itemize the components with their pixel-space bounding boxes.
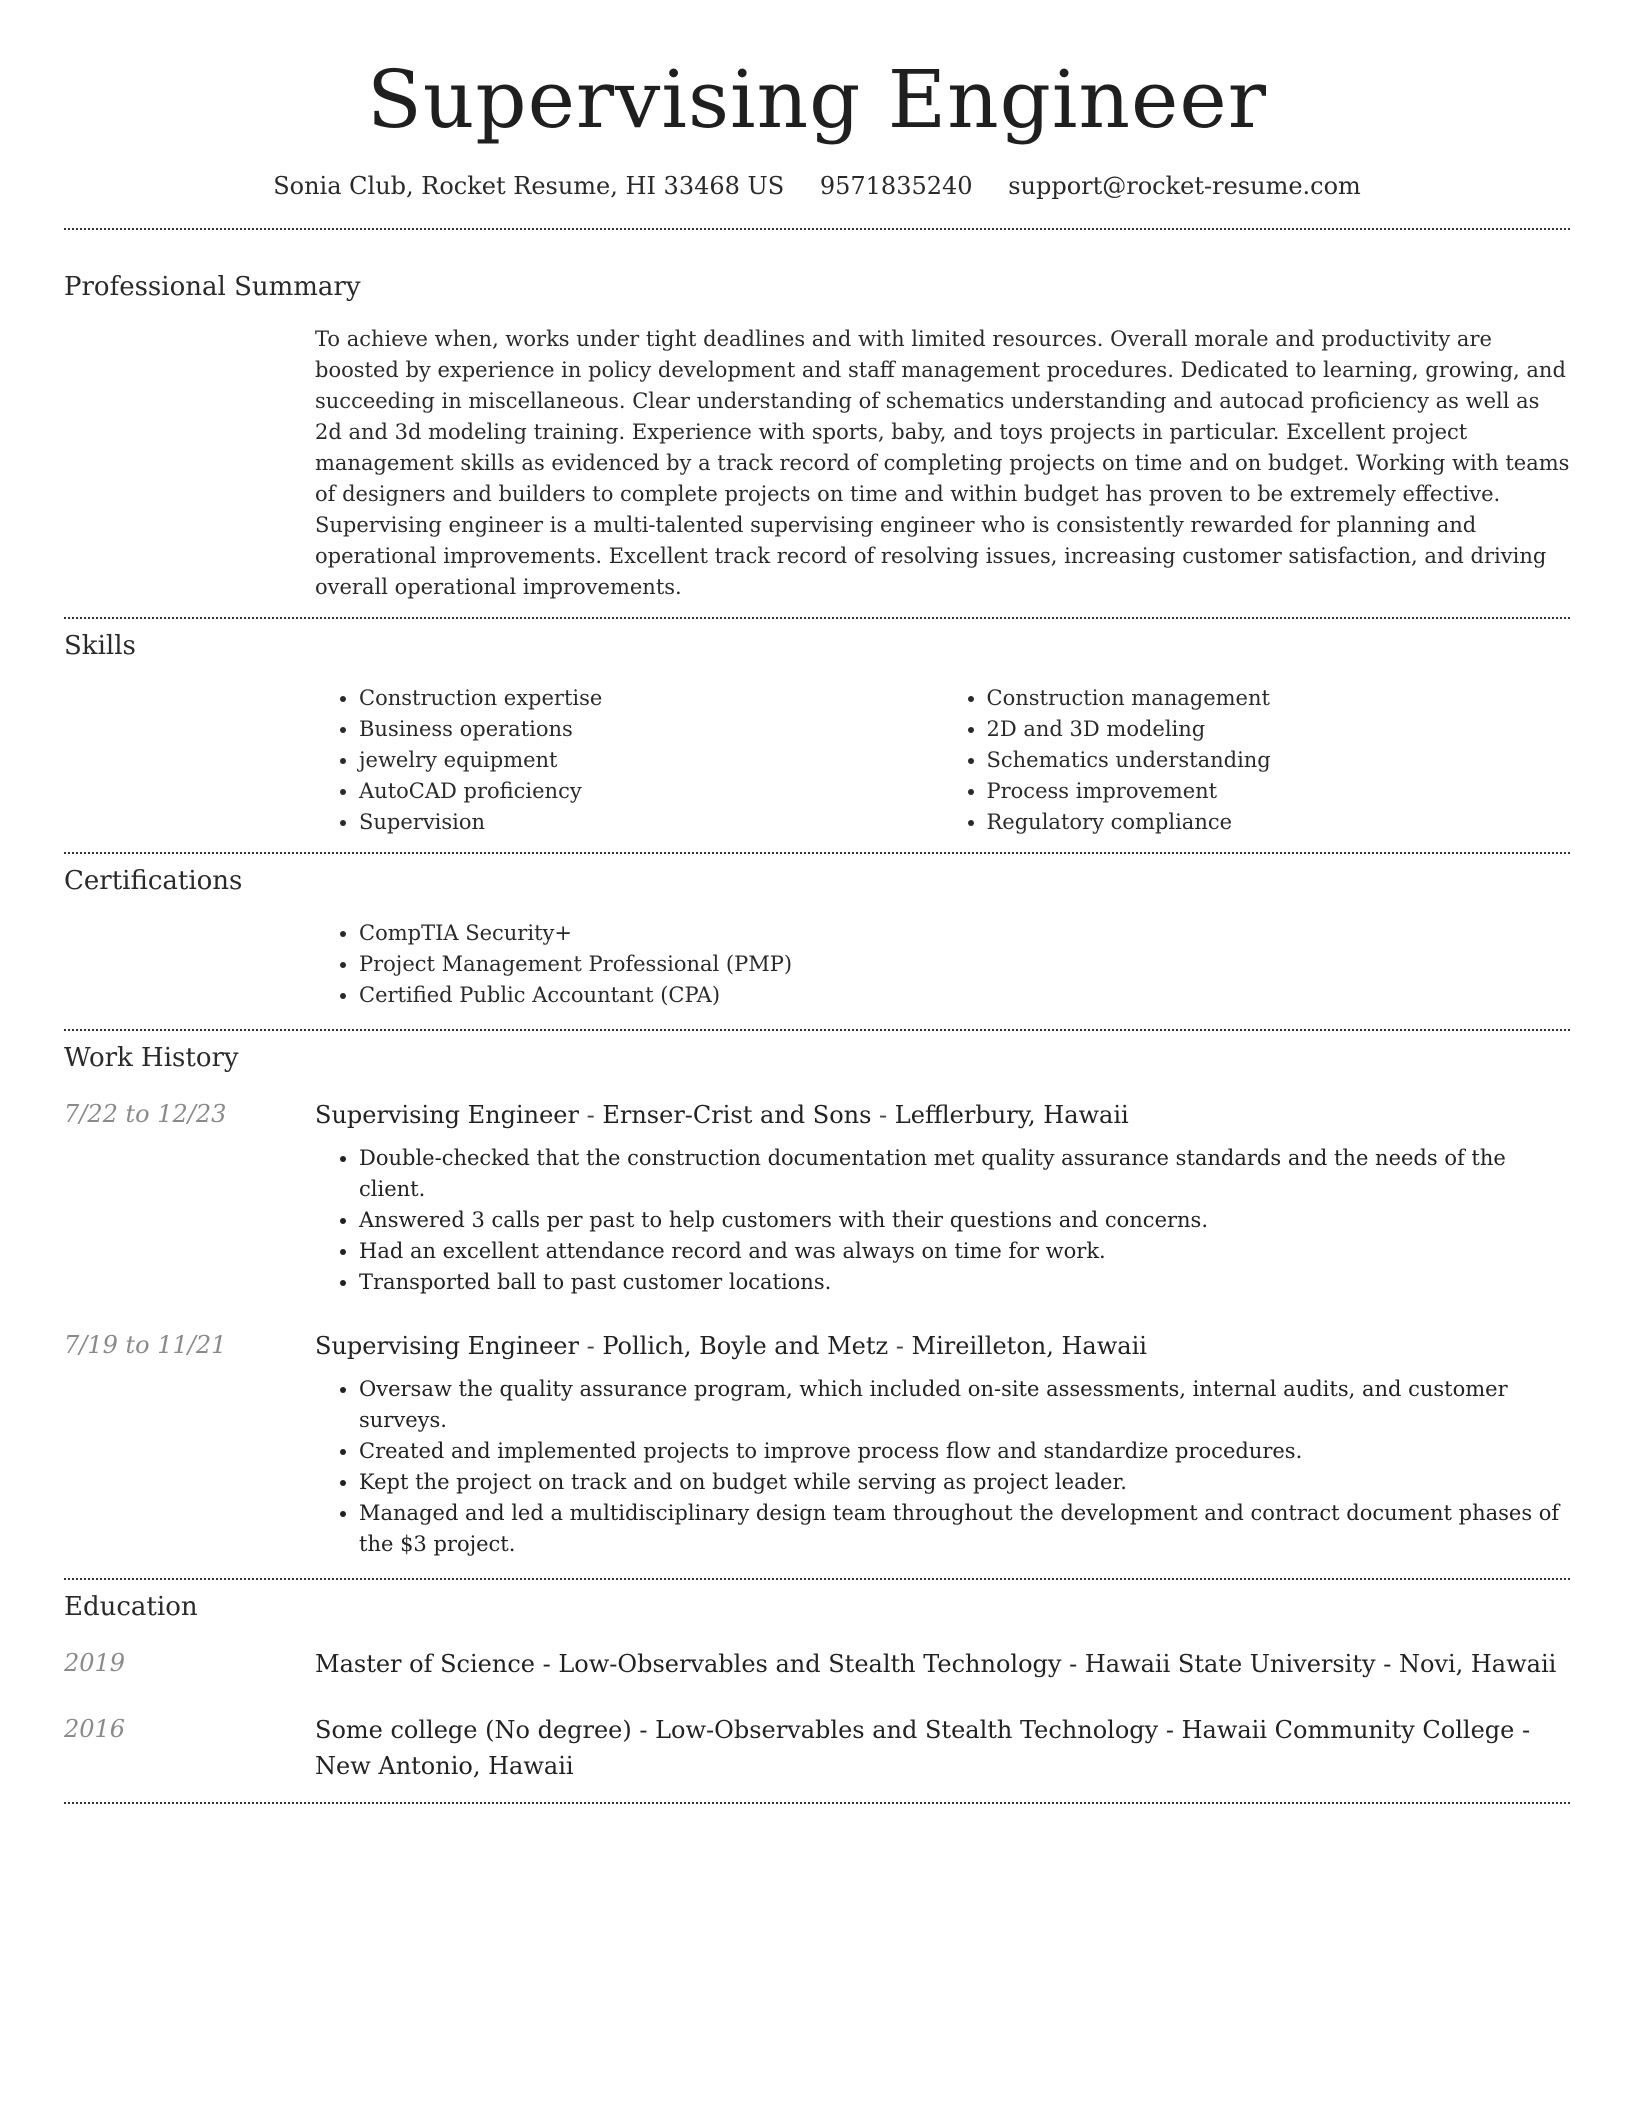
skill-item: • Schematics understanding (987, 745, 1571, 776)
skill-item: • Construction management (987, 683, 1571, 714)
job-location: Lefflerbury, Hawaii (894, 1101, 1129, 1129)
job-bullets (315, 1143, 1570, 1298)
separator: - (1514, 1716, 1531, 1744)
separator: - (631, 1716, 656, 1744)
education-year: 2016 (64, 1715, 126, 1743)
summary-heading: Professional Summary (64, 272, 361, 302)
separator: - (578, 1101, 603, 1129)
divider (64, 852, 1570, 854)
education-heading: Education (64, 1592, 198, 1622)
education-degree: Master of Science (315, 1650, 535, 1678)
job-dates: 7/19 to 11/21 (64, 1331, 227, 1359)
job-title (315, 1328, 1570, 1364)
contact-address: Sonia Club, Rocket Resume, HI 33468 US (273, 172, 785, 200)
skill-item: • Process improvement (987, 776, 1571, 807)
skill-item: • Supervision (359, 807, 943, 838)
skills-column-left (315, 683, 943, 838)
education-degree: Some college (No degree) (315, 1716, 632, 1744)
education-title (315, 1712, 1570, 1784)
divider (64, 1802, 1570, 1804)
certification-item: • Project Management Professional (PMP) (359, 949, 1570, 980)
separator: - (1158, 1716, 1182, 1744)
contact-line (64, 170, 1570, 202)
separator: - (871, 1101, 895, 1129)
divider (64, 617, 1570, 619)
job-bullet: • Transported ball to past customer locations. (359, 1267, 1570, 1298)
separator: - (1375, 1650, 1399, 1678)
divider (64, 228, 1570, 230)
certification-item: • Certified Public Accountant (CPA) (359, 980, 1570, 1011)
job-entry (64, 1097, 1570, 1298)
job-bullet: • Kept the project on track and on budget while serving as project leader. (359, 1467, 1570, 1498)
job-role: Supervising Engineer (315, 1332, 579, 1360)
skill-item: • 2D and 3D modeling (987, 714, 1571, 745)
education-school: Hawaii Community College (1181, 1716, 1515, 1744)
education-year: 2019 (64, 1649, 126, 1677)
job-bullet: • Had an excellent attendance record and was always on time for work. (359, 1236, 1570, 1267)
divider (64, 1029, 1570, 1031)
skill-item: • Regulatory compliance (987, 807, 1571, 838)
certifications-list (315, 918, 1570, 1011)
certifications-heading: Certifications (64, 866, 243, 896)
skills-heading: Skills (64, 631, 136, 661)
job-bullet: • Created and implemented projects to improve process flow and standardize procedures. (359, 1436, 1570, 1467)
certification-item: • CompTIA Security+ (359, 918, 1570, 949)
job-entry (64, 1328, 1570, 1560)
education-entry (64, 1712, 1570, 1784)
job-role: Supervising Engineer (315, 1101, 579, 1129)
divider (64, 1578, 1570, 1580)
job-dates: 7/22 to 12/23 (64, 1100, 227, 1128)
job-company: Pollich, Boyle and Metz (602, 1332, 889, 1360)
job-bullet: • Answered 3 calls per past to help customers with their questions and concerns. (359, 1205, 1570, 1236)
education-entry (64, 1646, 1570, 1682)
education-school: Hawaii State University (1084, 1650, 1376, 1678)
job-bullet: • Managed and led a multidisciplinary design team throughout the development and contract document phases of the $3 project. (359, 1498, 1570, 1560)
work-history-heading: Work History (64, 1043, 239, 1073)
contact-phone: 9571835240 (819, 172, 973, 200)
education-field: Low-Observables and Stealth Technology (558, 1650, 1062, 1678)
separator: - (578, 1332, 603, 1360)
skill-item: • AutoCAD proficiency (359, 776, 943, 807)
skill-item: • jewelry equipment (359, 745, 943, 776)
education-field: Low-Observables and Stealth Technology (655, 1716, 1159, 1744)
job-bullets (315, 1374, 1570, 1560)
education-location: Novi, Hawaii (1398, 1650, 1557, 1678)
skill-item: • Construction expertise (359, 683, 943, 714)
resume-name: Supervising Engineer (367, 53, 1267, 146)
separator: - (888, 1332, 912, 1360)
job-bullet: • Oversaw the quality assurance program, which included on-site assessments, internal audits, and customer surveys. (359, 1374, 1570, 1436)
separator: - (1061, 1650, 1085, 1678)
skills-list (315, 683, 1570, 838)
resume-page (64, 0, 1570, 1804)
job-company: Ernser-Crist and Sons (602, 1101, 872, 1129)
job-bullet: • Double-checked that the construction documentation met quality assurance standards and the needs of the client. (359, 1143, 1570, 1205)
summary-text: To achieve when, works under tight deadlines and with limited resources. Overall morale and productivity are boosted by experience in policy development and staff management procedures. Dedicated to learning, growing, and succeeding in miscellaneous. Clear understanding of schematics understanding and autocad proficiency as well as 2d and 3d modeling training. Experience with sports, baby, and toys projects in particular. Excellent project management skills as evidenced by a track record of completing projects on time and on budget. Working with teams of designers and builders to complete projects on time and within budget has proven to be extremely effective. Supervising engineer is a multi-talented supervising engineer who is consistently rewarded for planning and operational improvements. Excellent track record of resolving issues, increasing customer satisfaction, and driving overall operational improvements. (315, 327, 1570, 599)
job-location: Mireilleton, Hawaii (911, 1332, 1147, 1360)
education-location: New Antonio, Hawaii (315, 1752, 574, 1780)
contact-email: support@rocket-resume.com (1008, 172, 1361, 200)
education-title (315, 1646, 1570, 1682)
skill-item: • Business operations (359, 714, 943, 745)
job-title (315, 1097, 1570, 1133)
skills-column-right (943, 683, 1571, 838)
separator: - (534, 1650, 559, 1678)
